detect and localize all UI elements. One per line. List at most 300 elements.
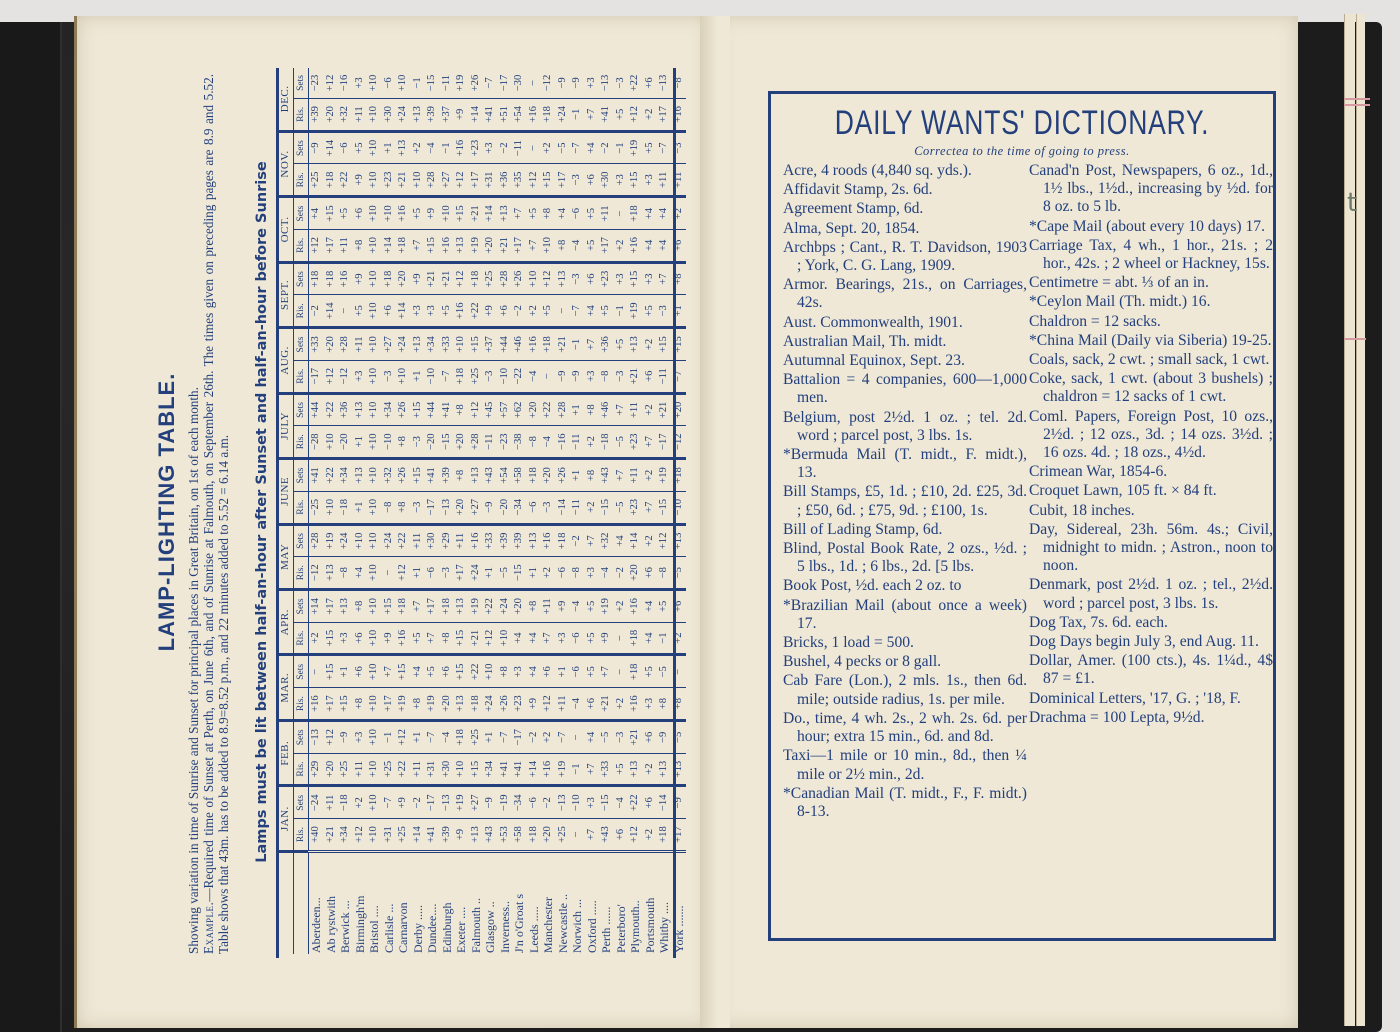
set-value: +20: [512, 590, 527, 623]
set-value: +6: [440, 655, 455, 688]
set-value: +36: [599, 328, 614, 361]
set-value: +3: [353, 720, 368, 753]
rise-value: −20: [498, 491, 513, 524]
rise-value: +2: [643, 753, 658, 786]
set-value: −9: [309, 131, 324, 164]
rise-value: −10: [672, 491, 687, 524]
table-row: [614, 68, 629, 954]
dictionary-entry: Battalion = 4 companies, 600—1,000 men.: [783, 371, 1027, 407]
month-header: JUNE: [278, 459, 293, 524]
set-value: +9: [425, 197, 440, 230]
rise-value: +20: [541, 819, 556, 852]
set-value: −9: [556, 68, 571, 99]
set-value: +2: [411, 131, 426, 164]
dictionary-entry: Taxi—1 mile or 10 min., 8d., then ¼ mile or 2½ min., 2d.: [783, 747, 1027, 783]
set-value: +20: [672, 393, 687, 426]
set-value: −23: [309, 68, 324, 99]
set-value: +21: [628, 720, 643, 753]
rise-header: Ris.: [293, 753, 309, 786]
book-gutter: [700, 16, 730, 1028]
rise-value: +28: [469, 426, 484, 459]
set-value: +15: [324, 197, 339, 230]
rise-value: +10: [396, 360, 411, 393]
set-value: −9: [657, 720, 672, 753]
rise-value: +3: [643, 164, 658, 197]
page-edge-mark: [1344, 104, 1370, 106]
set-value: +3: [643, 262, 658, 295]
rise-value: +23: [382, 164, 397, 197]
rise-value: +11: [353, 99, 368, 132]
rise-value: +24: [483, 688, 498, 721]
set-value: +6: [353, 197, 368, 230]
rise-value: +10: [411, 164, 426, 197]
dictionary-entry: Canad'n Post, Newspapers, 6 oz., 1d., 1½ lbs., 1½d., increasing by ½d. for 8 oz. to 5 lb.: [1029, 162, 1273, 216]
set-value: +36: [338, 393, 353, 426]
rise-value: +6: [382, 295, 397, 328]
set-value: +21: [440, 262, 455, 295]
rise-value: +10: [367, 622, 382, 655]
rise-value: −8: [570, 557, 585, 590]
rise-value: +3: [353, 360, 368, 393]
set-value: +15: [657, 328, 672, 361]
city-name: Perth ......: [599, 851, 614, 954]
table-row: [324, 68, 339, 954]
set-value: +11: [454, 524, 469, 557]
rise-value: −25: [309, 491, 324, 524]
rise-value: +6: [614, 819, 629, 852]
dictionary-entry: Centimetre = abt. ⅓ of an in.: [1029, 274, 1209, 292]
set-value: +26: [556, 459, 571, 492]
rise-value: +10: [454, 753, 469, 786]
set-value: +4: [585, 720, 600, 753]
set-value: +10: [483, 655, 498, 688]
set-value: +13: [396, 131, 411, 164]
dictionary-entry: Dog Tax, 7s. 6d. each.: [1029, 613, 1168, 631]
set-value: +5: [585, 590, 600, 623]
set-value: +8: [585, 393, 600, 426]
set-value: −10: [570, 786, 585, 819]
rise-value: −34: [512, 491, 527, 524]
set-value: +3: [353, 68, 368, 99]
set-value: +24: [396, 328, 411, 361]
set-value: −24: [309, 786, 324, 819]
rise-value: −6: [425, 557, 440, 590]
set-value: +39: [498, 524, 513, 557]
rise-value: +17: [672, 819, 687, 852]
set-value: −12: [541, 68, 556, 99]
rise-value: +9: [382, 622, 397, 655]
rise-value: +19: [396, 688, 411, 721]
rise-value: +15: [469, 753, 484, 786]
set-value: +6: [672, 590, 687, 623]
rise-value: −15: [657, 491, 672, 524]
rise-value: −15: [599, 491, 614, 524]
table-row: [672, 68, 687, 954]
set-value: +12: [454, 262, 469, 295]
rise-value: +7: [585, 819, 600, 852]
rise-value: −8: [338, 557, 353, 590]
rise-value: +11: [672, 164, 687, 197]
rise-value: −8: [382, 491, 397, 524]
dictionary-entry: Day, Sidereal, 23h. 56m. 4s.; Civil, midnight to midn. ; Astron., noon to noon.: [1029, 520, 1273, 575]
table-row: [309, 68, 324, 954]
rise-value: +31: [483, 164, 498, 197]
set-value: −9: [570, 68, 585, 99]
set-value: +8: [454, 393, 469, 426]
table-row: [541, 68, 556, 954]
rise-value: −14: [556, 491, 571, 524]
rise-value: +8: [353, 688, 368, 721]
set-value: +5: [338, 197, 353, 230]
set-value: +3: [585, 786, 600, 819]
set-value: +18: [396, 590, 411, 623]
set-value: +4: [309, 197, 324, 230]
lamp-lighting-table-block: [146, 62, 686, 962]
rise-value: −3: [411, 426, 426, 459]
dictionary-entry: Cubit, 18 inches.: [1029, 501, 1135, 519]
set-value: −19: [498, 786, 513, 819]
set-value: +13: [628, 328, 643, 361]
rise-value: +11: [556, 688, 571, 721]
set-value: +5: [614, 328, 629, 361]
rise-value: −15: [440, 426, 455, 459]
dictionary-entry: Bricks, 1 load = 500.: [783, 634, 914, 652]
rise-value: +8: [396, 426, 411, 459]
rise-value: −18: [338, 491, 353, 524]
dictionary-entry: Belgium, post 2½d. 1 oz. ; tel. 2d. word ; parcel post, 3 lbs. 1s.: [783, 408, 1027, 444]
set-value: +5: [643, 131, 658, 164]
rise-value: +5: [585, 622, 600, 655]
rise-value: +10: [367, 491, 382, 524]
set-value: +12: [324, 720, 339, 753]
set-value: −2: [570, 524, 585, 557]
rise-value: +2: [614, 688, 629, 721]
rise-value: +28: [425, 164, 440, 197]
rise-value: +17: [469, 164, 484, 197]
rise-value: −28: [309, 426, 324, 459]
set-value: +3: [614, 262, 629, 295]
set-value: +1: [556, 655, 571, 688]
dictionary-entry: Denmark, post 2½d. 1 oz. ; tel., 2½d. word ; parcel post, 3 lbs. 1s.: [1029, 576, 1273, 612]
set-value: +11: [599, 197, 614, 230]
rise-value: −16: [556, 426, 571, 459]
set-value: +33: [440, 328, 455, 361]
set-value: +8: [498, 655, 513, 688]
city-name: Bristol ....: [367, 851, 382, 954]
set-value: +30: [425, 524, 440, 557]
set-value: −15: [599, 786, 614, 819]
rise-value: +15: [338, 688, 353, 721]
rise-value: +37: [440, 99, 455, 132]
rise-value: +33: [599, 753, 614, 786]
set-value: −: [309, 655, 324, 688]
city-name: York .......: [672, 851, 687, 954]
rise-value: +4: [512, 622, 527, 655]
rise-value: −5: [614, 491, 629, 524]
lamp-lighting-title: LAMP-LIGHTING TABLE.: [154, 372, 179, 652]
rise-value: +21: [599, 688, 614, 721]
rise-value: +12: [541, 688, 556, 721]
table-row: [411, 68, 426, 954]
city-name: Birmingh'm: [353, 851, 368, 954]
set-value: −1: [614, 131, 629, 164]
rise-value: +6: [353, 622, 368, 655]
rise-value: +16: [309, 688, 324, 721]
rise-value: +10: [367, 819, 382, 852]
set-value: +5: [353, 131, 368, 164]
set-value: +54: [498, 459, 513, 492]
set-value: +10: [367, 393, 382, 426]
rise-value: +6: [643, 557, 658, 590]
set-value: +6: [541, 655, 556, 688]
rise-value: +41: [512, 753, 527, 786]
rise-value: +1: [411, 557, 426, 590]
set-value: +44: [498, 328, 513, 361]
set-value: −8: [672, 68, 687, 99]
set-value: +28: [556, 393, 571, 426]
set-value: −4: [570, 590, 585, 623]
rise-value: −8: [599, 360, 614, 393]
rise-value: +3: [585, 557, 600, 590]
set-value: +13: [469, 459, 484, 492]
city-name: Whitby ....: [657, 851, 672, 954]
sets-header: Sets: [293, 131, 309, 164]
rise-value: −1: [614, 295, 629, 328]
city-name: Newcastle ..: [556, 851, 571, 954]
set-value: +62: [512, 393, 527, 426]
set-value: +7: [614, 393, 629, 426]
set-value: +46: [599, 393, 614, 426]
set-value: +23: [599, 262, 614, 295]
set-value: +17: [324, 590, 339, 623]
set-value: +7: [599, 655, 614, 688]
dictionary-entry: *Brazilian Mail (about once a week) 17.: [783, 596, 1027, 632]
set-value: +10: [396, 68, 411, 99]
set-value: +6: [643, 786, 658, 819]
rise-value: −7: [570, 295, 585, 328]
set-value: −4: [440, 720, 455, 753]
rise-value: +8: [672, 688, 687, 721]
set-value: −13: [657, 68, 672, 99]
set-value: −5: [657, 655, 672, 688]
set-value: −16: [338, 68, 353, 99]
table-row: [425, 68, 440, 954]
set-value: −9: [338, 720, 353, 753]
rise-value: −12: [338, 360, 353, 393]
rise-value: −10: [498, 360, 513, 393]
city-name: Falmouth ..: [469, 851, 484, 954]
sets-header: Sets: [293, 328, 309, 361]
rise-value: +23: [512, 688, 527, 721]
rise-value: +7: [411, 229, 426, 262]
set-value: +10: [367, 262, 382, 295]
set-value: +32: [382, 459, 397, 492]
sets-header: Sets: [293, 197, 309, 230]
set-value: +10: [454, 328, 469, 361]
rise-value: +10: [367, 753, 382, 786]
set-value: +20: [541, 459, 556, 492]
rise-value: +24: [396, 99, 411, 132]
set-value: +7: [585, 328, 600, 361]
rise-value: +20: [454, 426, 469, 459]
dictionary-entry: Bill of Lading Stamp, 6d.: [783, 520, 943, 538]
set-value: +14: [324, 131, 339, 164]
set-value: +21: [556, 328, 571, 361]
rise-value: +16: [672, 99, 687, 132]
rise-value: +14: [324, 295, 339, 328]
set-value: +5: [585, 197, 600, 230]
table-row: [440, 68, 455, 954]
rise-value: +4: [353, 557, 368, 590]
rise-value: +9: [483, 295, 498, 328]
dictionary-entry: Croquet Lawn, 105 ft. × 84 ft.: [1029, 482, 1217, 500]
rise-value: +10: [367, 360, 382, 393]
set-value: +2: [672, 197, 687, 230]
rise-value: +27: [469, 491, 484, 524]
set-value: +16: [454, 131, 469, 164]
set-value: +18: [324, 262, 339, 295]
dictionary-entry: Carriage Tax, 4 wh., 1 hor., 21s. ; 2 hor., 42s. ; 2 wheel or Hackney, 15s.: [1029, 236, 1273, 273]
set-value: +12: [541, 262, 556, 295]
dictionary-entry: *Bermuda Mail (T. midt., F. midt.), 13.: [783, 446, 1027, 482]
set-value: +15: [672, 328, 687, 361]
rise-value: +10: [367, 99, 382, 132]
lamp-rule: Lamps must be lit between half-an-hour after Sunset and half-an-hour before Sunrise: [254, 161, 270, 863]
rise-value: +2: [672, 622, 687, 655]
set-value: +12: [396, 720, 411, 753]
rise-value: +15: [324, 622, 339, 655]
city-name: Portsmouth: [643, 851, 658, 954]
rise-value: −8: [527, 426, 542, 459]
rise-value: −: [570, 819, 585, 852]
rise-value: +4: [657, 229, 672, 262]
rise-value: +43: [599, 819, 614, 852]
set-value: +10: [527, 262, 542, 295]
set-value: +18: [628, 655, 643, 688]
rise-value: +26: [498, 688, 513, 721]
rise-value: +17: [324, 229, 339, 262]
rise-value: +18: [454, 360, 469, 393]
rise-value: +17: [382, 688, 397, 721]
set-value: +41: [309, 459, 324, 492]
rise-value: +9: [527, 688, 542, 721]
set-value: −18: [338, 786, 353, 819]
month-header: APR.: [278, 590, 293, 655]
rise-value: +17: [324, 688, 339, 721]
dictionary-entry: Aust. Commonwealth, 1901.: [783, 313, 963, 331]
rise-value: +16: [527, 99, 542, 132]
rise-value: +25: [396, 819, 411, 852]
table-row: [527, 68, 542, 954]
rise-value: +7: [541, 622, 556, 655]
rise-value: +40: [309, 819, 324, 852]
rise-value: −: [382, 557, 397, 590]
rise-value: +51: [498, 99, 513, 132]
rise-value: −4: [570, 229, 585, 262]
set-value: +19: [469, 590, 484, 623]
city-name: Ab rystwith: [324, 851, 339, 954]
dictionary-column-1: [783, 162, 1027, 822]
set-value: +22: [396, 524, 411, 557]
rise-value: −6: [527, 491, 542, 524]
set-value: +1: [483, 720, 498, 753]
table-row: [367, 68, 382, 954]
rise-value: −4: [570, 688, 585, 721]
dictionary-frame: [768, 91, 1276, 941]
rise-value: +20: [628, 557, 643, 590]
rise-value: +20: [324, 99, 339, 132]
set-value: +19: [599, 590, 614, 623]
set-value: +18: [628, 197, 643, 230]
set-value: +8: [454, 459, 469, 492]
rise-value: +13: [657, 753, 672, 786]
set-value: −: [614, 197, 629, 230]
rise-value: +16: [628, 229, 643, 262]
set-value: +1: [338, 655, 353, 688]
set-value: +9: [411, 262, 426, 295]
rise-value: +32: [338, 99, 353, 132]
set-value: −17: [512, 720, 527, 753]
rise-header: Ris.: [293, 295, 309, 328]
table-row: [454, 68, 469, 954]
rise-value: +1: [411, 360, 426, 393]
rise-value: +13: [411, 99, 426, 132]
rise-value: +20: [454, 491, 469, 524]
dictionary-entry: Archbps ; Cant., R. T. Davidson, 1903 ; York, C. G. Lang, 1909.: [783, 238, 1027, 275]
city-name: Manchester: [541, 851, 556, 954]
rise-value: −3: [541, 491, 556, 524]
rise-value: −23: [498, 426, 513, 459]
rise-value: +21: [324, 819, 339, 852]
set-value: +1: [411, 720, 426, 753]
rise-value: +13: [628, 753, 643, 786]
rise-value: −2: [512, 295, 527, 328]
set-value: +2: [614, 590, 629, 623]
set-value: −11: [512, 131, 527, 164]
set-value: +22: [324, 393, 339, 426]
table-row: [382, 68, 397, 954]
set-value: +24: [498, 590, 513, 623]
set-value: +7: [512, 197, 527, 230]
set-value: +17: [425, 590, 440, 623]
rise-value: +17: [657, 99, 672, 132]
sets-header: Sets: [293, 459, 309, 492]
set-value: +6: [643, 68, 658, 99]
month-header: JULY: [278, 393, 293, 458]
rise-value: +10: [367, 688, 382, 721]
set-value: +13: [353, 459, 368, 492]
rise-value: −: [614, 622, 629, 655]
set-value: +39: [440, 459, 455, 492]
set-value: +4: [643, 197, 658, 230]
set-value: +34: [425, 328, 440, 361]
set-value: +21: [657, 393, 672, 426]
dictionary-entry: Armor. Bearings, 21s., on Carriages, 42s.: [783, 276, 1027, 312]
dictionary-entry: Bill Stamps, £5, 1d. ; £10, 2d. £25, 3d. ; £50, 6d. ; £75, 9d. ; £100, 1s.: [783, 483, 1027, 519]
set-value: −3: [614, 720, 629, 753]
rise-value: −2: [614, 557, 629, 590]
city-header: [278, 851, 293, 954]
set-value: −13: [599, 68, 614, 99]
rise-value: +25: [382, 753, 397, 786]
set-value: +13: [454, 590, 469, 623]
rise-value: +15: [425, 229, 440, 262]
set-value: +16: [396, 197, 411, 230]
set-value: +13: [338, 590, 353, 623]
rise-value: +7: [585, 99, 600, 132]
rise-value: +1: [483, 557, 498, 590]
sets-header: Sets: [293, 393, 309, 426]
